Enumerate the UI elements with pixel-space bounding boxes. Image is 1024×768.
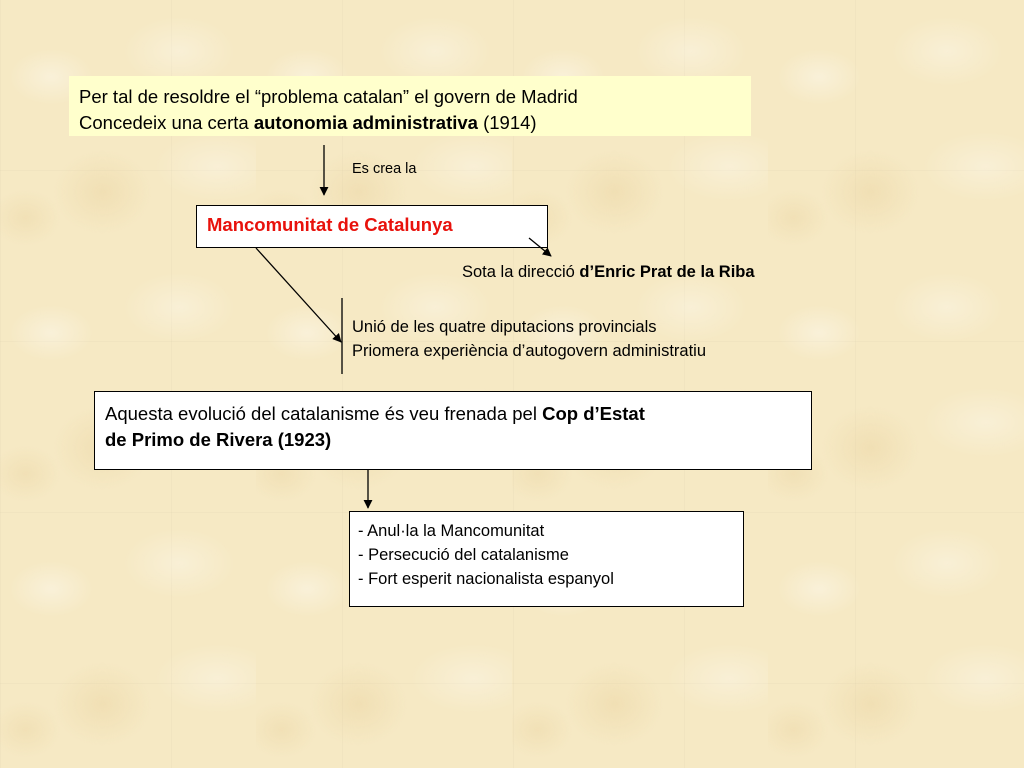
unio-line-1: Unió de les quatre diputacions provincials (352, 318, 657, 336)
intro-line-2-text: Concedeix una certa (79, 112, 254, 133)
cop-line-2: de Primo de Rivera (1923) (105, 429, 332, 450)
unio-text (352, 315, 706, 363)
cop-estat-box (94, 391, 812, 470)
intro-box (69, 76, 751, 136)
direction-label (462, 263, 755, 282)
intro-line-2 (79, 110, 751, 136)
intro-line-2-bold: autonomia administrativa (253, 112, 478, 133)
direction-text: Sota la direcció (462, 263, 580, 281)
mancomunitat-box (196, 205, 548, 248)
direction-name: d’Enric Prat de la Riba (579, 263, 755, 281)
consequence-item: - Anul·la la Mancomunitat (358, 522, 545, 540)
cop-line-1-bold: Cop d’Estat (542, 403, 645, 424)
cop-line-1-text: Aquesta evolució del catalanisme és veu frenada pel (105, 403, 543, 424)
consequence-item: - Fort esperit nacionalista espanyol (358, 570, 614, 588)
cop-line-1 (105, 401, 811, 427)
arrow-to-unio (256, 248, 341, 342)
consequences-box (349, 511, 744, 607)
mancomunitat-title: Mancomunitat de Catalunya (207, 214, 453, 235)
es-crea-label: Es crea la (352, 161, 417, 177)
intro-line-1: Per tal de resoldre el “problema catalan” el govern de Madrid (79, 86, 578, 107)
intro-line-2-year: (1914) (477, 112, 537, 133)
unio-line-2: Priomera experiència d’autogovern administratiu (352, 342, 707, 360)
consequence-item: - Persecució del catalanisme (358, 546, 569, 564)
